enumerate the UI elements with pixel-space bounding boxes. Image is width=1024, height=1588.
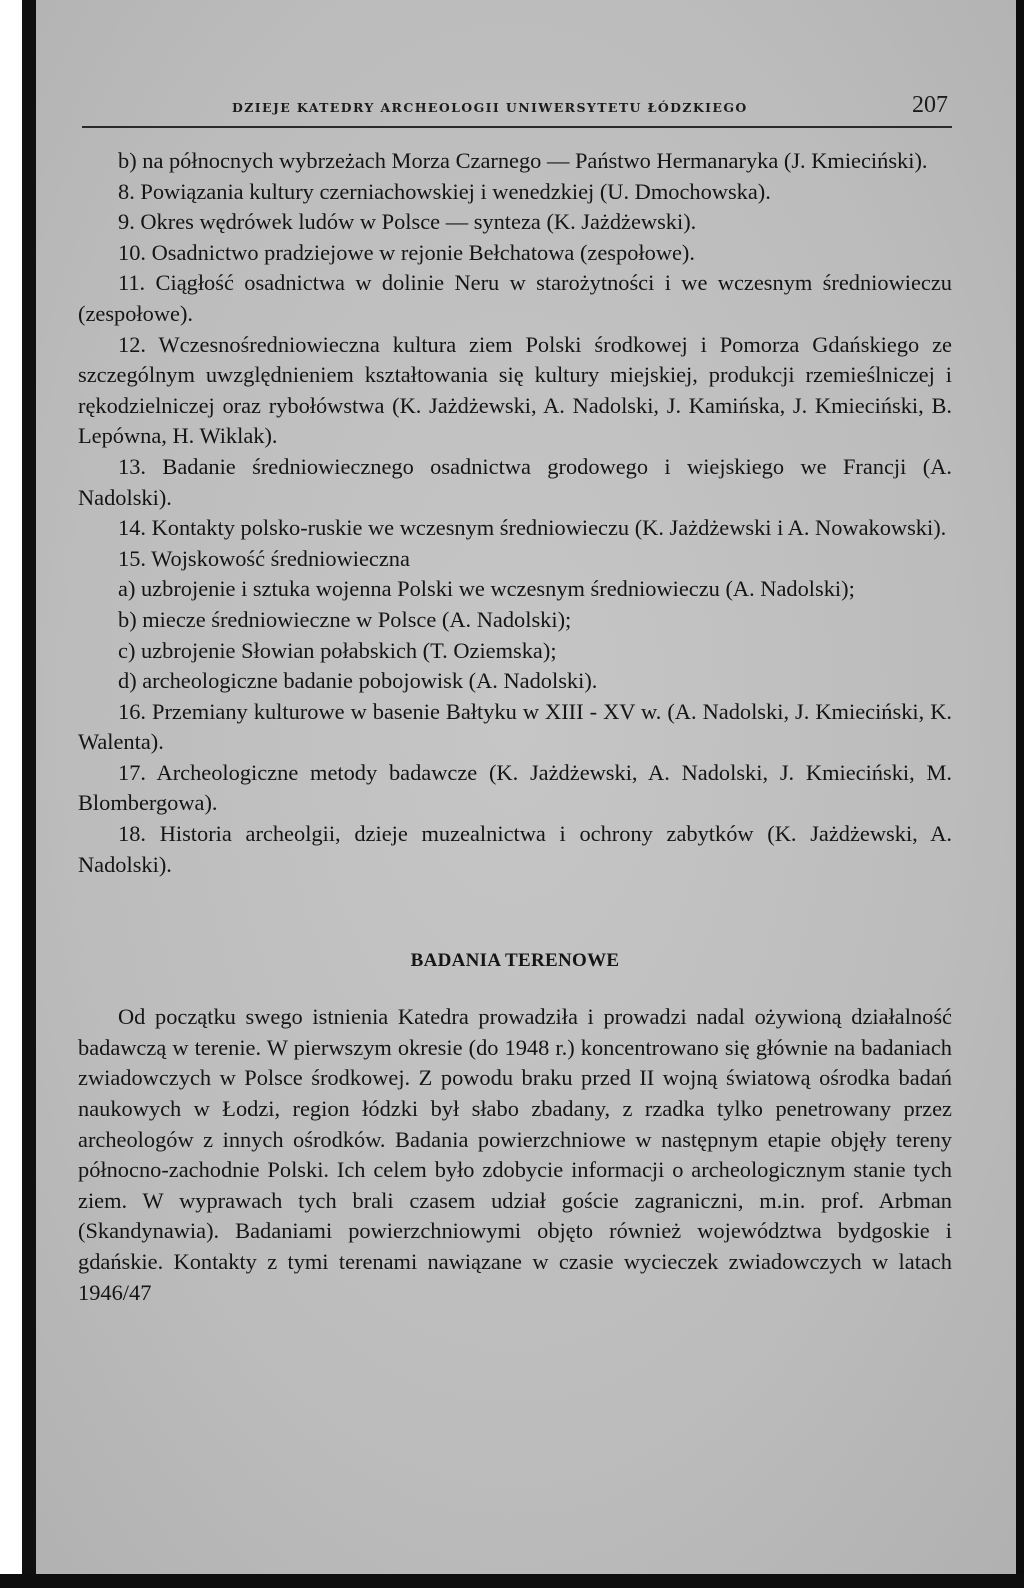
- topic-item: 13. Badanie średniowiecznego osadnictwa grodowego i wiejskiego we Francji (A. Nadolski).: [78, 453, 952, 510]
- topic-item: 11. Ciągłość osadnictwa w dolinie Neru w starożytności i we wczesnym średniowieczu (zespołowe).: [78, 270, 952, 326]
- topic-item: b) na północnych wybrzeżach Morza Czarnego — Państwo Hermanaryka (J. Kmieciński).: [118, 148, 928, 173]
- running-header: [82, 92, 952, 128]
- topic-item: 12. Wczesnośredniowieczna kultura ziem Polski środkowej i Pomorza Gdańskiego ze szczególnym uwzględnieniem kształtowania się kultury miejskiej, produkcji rzemieślniczej i rękodzielniczej oraz rybołówstwa (K. Jażdżewski, A. Nadolski, J. Kamińska, J. Kmieciński, B. Lepówna, H. Wiklak).: [78, 331, 952, 449]
- topic-item: 9. Okres wędrówek ludów w Polsce — synteza (K. Jażdżewski).: [118, 209, 697, 235]
- scan-edge-bottom: [0, 1574, 1024, 1588]
- topic-subitem: a) uzbrojenie i sztuka wojenna Polski we wczesnym średniowieczu (A. Nadolski);: [118, 576, 855, 602]
- topic-item: 18. Historia archeolgii, dzieje muzealnictwa i ochrony zabytków (K. Jażdżewski, A. Nadolski).: [78, 821, 952, 877]
- section-paragraph: Od początku swego istnienia Katedra prowadziła i prowadzi nadal ożywioną działalność badawczą w terenie. W pierwszym okresie (do 1948 r.) koncentrowano się głównie na badaniach zwiadowczych w Polsce środkowej. Z powodu braku przed II wojną światową ośrodka badań naukowych w Łodzi, region łódzki był słabo zbadany, z rzadka tylko penetrowany przez archeologów z innych ośrodków. Badania powierzchniowe w następnym etapie objęły tereny północno-zachodnie Polski. Ich celem było zdobycie informacji o archeologicznym stanie tych ziem. W wyprawach tych brali czasem udział goście zagraniczni, m.in. prof. Arbman (Skandynawia). Badaniami powierzchniowymi objęto również województwa bydgoskie i gdańskie. Kontakty z tymi terenami nawiązane w czasie wycieczek zwiadowczych w latach 1946/47: [78, 1004, 952, 1305]
- scan-shadow-left: [22, 0, 36, 1588]
- scan-edge-right: [1016, 0, 1024, 1588]
- topic-item: 17. Archeologiczne metody badawcze (K. Jażdżewski, A. Nadolski, J. Kmieciński, M. Blombergowa).: [78, 759, 952, 816]
- topic-item: 8. Powiązania kultury czerniachowskiej i wenedzkiej (U. Dmochowska).: [118, 178, 771, 204]
- page-body: [78, 146, 952, 1308]
- topic-item: 16. Przemiany kulturowe w basenie Bałtyku w XIII - XV w. (A. Nadolski, J. Kmieciński, K. Walenta).: [78, 698, 952, 755]
- topic-item: 15. Wojskowość średniowieczna: [118, 545, 410, 571]
- topic-subitem: b) miecze średniowieczne w Polsce (A. Nadolski);: [118, 606, 572, 632]
- running-title: DZIEJE KATEDRY ARCHEOLOGII UNIWERSYTETU ŁÓDZKIEGO: [232, 100, 748, 115]
- topic-subitem: c) uzbrojenie Słowian połabskich (T. Oziemska);: [118, 637, 557, 663]
- topic-subitem: d) archeologiczne badanie pobojowisk (A. Nadolski).: [118, 668, 598, 694]
- topic-item: 14. Kontakty polsko-ruskie we wczesnym średniowieczu (K. Jażdżewski i A. Nowakowski).: [118, 515, 947, 541]
- scan-edge-left: [0, 0, 22, 1588]
- topic-item: 10. Osadnictwo pradziejowe w rejonie Bełchatowa (zespołowe).: [118, 239, 695, 265]
- page-number: 207: [912, 92, 948, 118]
- section-heading: BADANIA TERENOWE: [410, 950, 620, 972]
